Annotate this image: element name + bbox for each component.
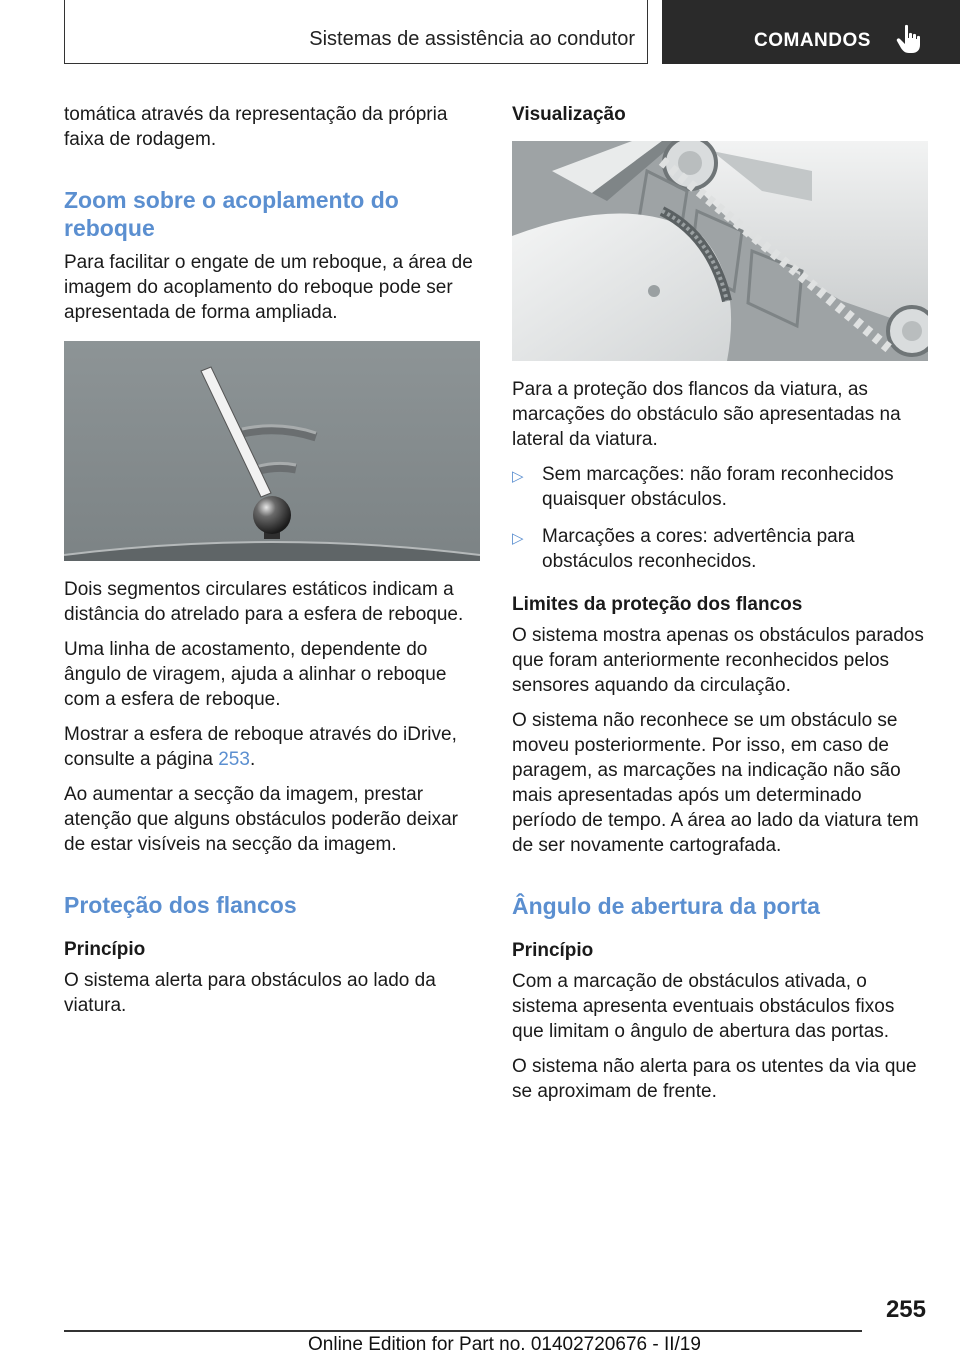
bullet-text-color-markings: Marcações a cores: advertência para obstáculos reconhecidos. <box>542 526 855 572</box>
bullet-text-no-markings: Sem marcações: não foram reconhecidos quaisquer obstáculos. <box>542 464 894 510</box>
door-principle-heading: Princípio <box>512 940 594 961</box>
intro-paragraph: tomática através da representação da própria faixa de rodagem. <box>64 104 448 150</box>
zoom-paragraph-2: Dois segmentos circulares estáticos indicam a distância do atrelado para a esfera de reboque. <box>64 579 464 625</box>
principle-heading: Princípio <box>64 939 146 960</box>
zoom-p4-text: Mostrar a esfera de reboque através do iDrive, consulte a página <box>64 724 457 770</box>
door-paragraph-2: O sistema não alerta para os utentes da via que se aproximam de frente. <box>512 1056 917 1102</box>
principle-paragraph: O sistema alerta para obstáculos ao lado da viatura. <box>64 970 436 1016</box>
flank-protection-heading: Proteção dos flancos <box>64 892 297 918</box>
tow-hitch-zoom-figure <box>64 341 480 561</box>
edition-note: Online Edition for Part no. 01402720676 - II/19 <box>308 1334 701 1355</box>
page-link-253[interactable]: 253 <box>218 749 250 770</box>
visualization-heading: Visualização <box>512 104 626 125</box>
chapter-label: COMANDOS <box>754 30 871 51</box>
left-column <box>64 102 480 1028</box>
visualization-paragraph: Para a proteção dos flancos da viatura, as marcações do obstáculo são apresentadas na lateral da viatura. <box>512 379 901 450</box>
zoom-paragraph-5: Ao aumentar a secção da imagem, prestar atenção que alguns obstáculos poderão deixar de estar visíveis na secção da imagem. <box>64 784 459 855</box>
triangle-bullet-icon: ▷ <box>512 530 524 547</box>
chapter-tab <box>662 0 960 64</box>
running-header <box>64 0 648 64</box>
limits-paragraph-2: O sistema não reconhece se um obstáculo se moveu posteriormente. Por isso, em caso de paragem, as marcações na indicação não são mais apresentadas após um determinado período de tempo. A área ao lado da viatura tem de ser novamente cartografada. <box>512 710 919 856</box>
limits-paragraph-1: O sistema mostra apenas os obstáculos parados que foram anteriormente reconhecidos pelos sensores aquando da circulação. <box>512 625 924 696</box>
pointing-hand-icon <box>896 24 924 54</box>
section-title: Sistemas de assistência ao condutor <box>309 28 635 50</box>
marking-list <box>512 462 928 574</box>
footer-divider <box>64 1330 862 1332</box>
zoom-paragraph-3: Uma linha de acostamento, dependente do ângulo de viragem, ajuda a alinhar o reboque com a esfera de reboque. <box>64 639 447 710</box>
list-item <box>512 524 928 574</box>
list-item <box>512 462 928 512</box>
limits-heading: Limites da proteção dos flancos <box>512 594 803 615</box>
zoom-paragraph-4 <box>64 722 480 772</box>
flank-protection-figure <box>512 141 928 361</box>
door-paragraph-1: Com a marcação de obstáculos ativada, o sistema apresenta eventuais obstáculos fixos que limitam o ângulo de abertura das portas. <box>512 971 895 1042</box>
door-angle-heading: Ângulo de abertura da porta <box>512 893 820 919</box>
zoom-paragraph-1: Para facilitar o engate de um reboque, a área de imagem do acoplamento do reboque pode ser apresentada de forma ampliada. <box>64 252 473 323</box>
page-number: 255 <box>885 1296 926 1323</box>
right-column <box>512 102 928 1114</box>
zoom-p4-period: . <box>249 749 256 770</box>
triangle-bullet-icon: ▷ <box>512 468 524 485</box>
zoom-heading: Zoom sobre o acoplamento do reboque <box>64 187 399 241</box>
